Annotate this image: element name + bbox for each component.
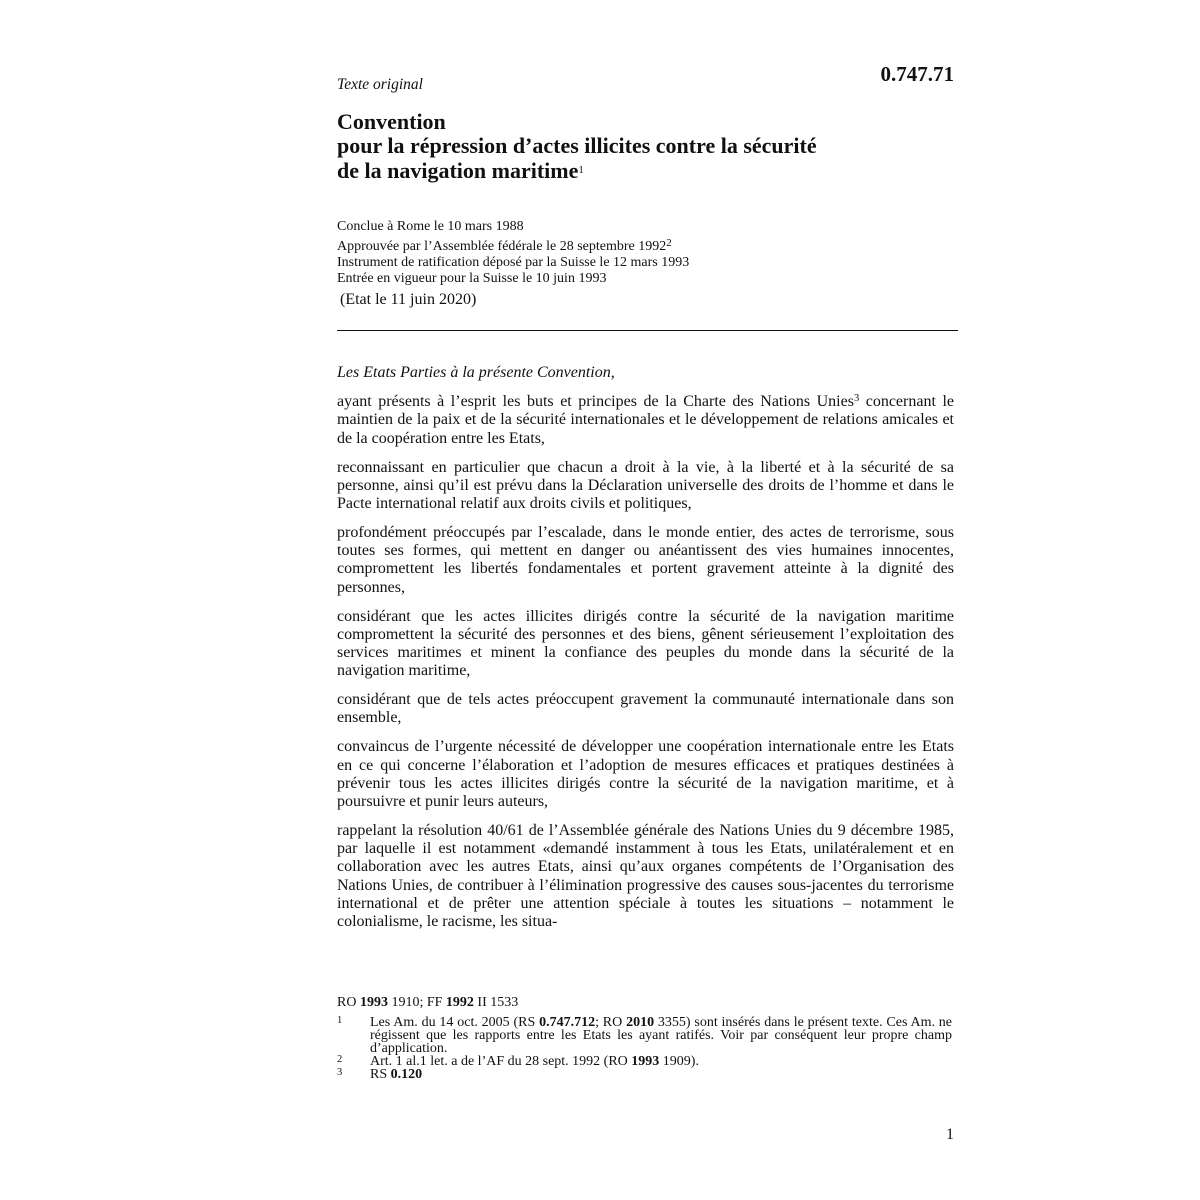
title-line-2: pour la répression d’actes illicites contre la sécurité bbox=[337, 133, 817, 158]
footnote-1-text-b: ; RO bbox=[595, 1015, 627, 1030]
preamble-paragraph-2: reconnaissant en particulier que chacun a droit à la vie, à la liberté et à la sécurité de sa personne, ainsi qu’il est prévu dans la Déclaration universelle des droits de l’homme et dans le Pacte international relatif aux droits civils et politiques, bbox=[337, 458, 954, 513]
document-title bbox=[337, 110, 957, 183]
original-text-label: Texte original bbox=[337, 76, 423, 93]
ratification-date: Instrument de ratification déposé par la Suisse le 12 mars 1993 bbox=[337, 255, 690, 270]
approved-footnote-ref[interactable]: 2 bbox=[666, 237, 672, 249]
preamble-paragraph-6: convaincus de l’urgente nécessité de développer une coopération internationale entre les Etats en ce qui concerne l’élaboration et l’adoption de mesures efficaces et pratiques destinées à prévenir tous les actes illicites dirigés contre la sécurité de la navigation maritime, et à poursuivre et punir leurs auteurs, bbox=[337, 738, 954, 811]
preamble bbox=[337, 364, 954, 942]
footnote-1-text-c: 3355) sont insérés dans le présent texte. Ces Am. ne régissent que les rapports entre les Etats les ayant ratifés. Voir par conséquent leur propre champ d’application. bbox=[370, 1015, 952, 1056]
footnote-1 bbox=[337, 1016, 952, 1055]
preamble-paragraph-5: considérant que de tels actes préoccupent gravement la communauté internationale dans son ensemble, bbox=[337, 691, 954, 727]
footnote-2 bbox=[337, 1055, 952, 1068]
footnote-1-text-a: Les Am. du 14 oct. 2005 (RS bbox=[370, 1015, 540, 1030]
footnote-3-text: RS bbox=[370, 1067, 391, 1082]
preamble-paragraph-7: rappelant la résolution 40/61 de l’Assemblée générale des Nations Unies du 9 décembre 1985, par laquelle il est notamment «demandé instamment à tous les Etats, unilatéralement et en collaboration avec les autres Etats, ainsi qu’aux organes compétents de l’Organisation des Nations Unies, de contribuer à l’élimination progressive des causes sous-jacentes du terrorisme international et de prêter une attention spéciale à toutes les situations – notamment le colonialisme, le racisme, les situa- bbox=[337, 822, 954, 931]
footnote-1-number: 1 bbox=[337, 1015, 343, 1026]
footnote-1-ro-year: 2010 bbox=[626, 1015, 655, 1030]
un-charter-footnote-ref[interactable]: 3 bbox=[853, 393, 860, 405]
footnote-3-number: 3 bbox=[337, 1067, 343, 1078]
footnote-2-ro-year: 1993 bbox=[631, 1054, 660, 1069]
approved-date-text: Approuvée par l’Assemblée fédérale le 28 septembre 1992 bbox=[337, 239, 667, 254]
document-metadata bbox=[337, 219, 689, 287]
footnote-3 bbox=[337, 1068, 952, 1081]
ff-year: 1992 bbox=[445, 995, 474, 1010]
concluded-date: Conclue à Rome le 10 mars 1988 bbox=[337, 219, 524, 234]
page-number: 1 bbox=[946, 1126, 954, 1143]
entry-into-force-date: Entrée en vigueur pour la Suisse le 10 juin 1993 bbox=[337, 271, 607, 286]
preamble-paragraph-3: profondément préoccupés par l’escalade, dans le monde entier, des actes de terrorisme, sous toutes ses formes, qui mettent en danger ou anéantissent des vies humaines innocentes, compromettent les libertés fondamentales et portent gravement atteinte à la dignité des personnes, bbox=[337, 524, 954, 596]
footnote-2-number: 2 bbox=[337, 1054, 343, 1065]
preamble-intro: Les Etats Parties à la présente Convention, bbox=[337, 364, 615, 381]
ff-rest: II 1533 bbox=[473, 995, 519, 1010]
ro-label: RO bbox=[337, 995, 360, 1010]
sr-number: 0.747.71 bbox=[880, 62, 954, 86]
header-divider bbox=[337, 330, 958, 331]
footnote-1-rs-number: 0.747.712 bbox=[539, 1015, 596, 1030]
title-line-1: Convention bbox=[337, 109, 446, 134]
footnote-3-rs-number: 0.120 bbox=[390, 1067, 423, 1082]
approved-date bbox=[337, 235, 689, 255]
preamble-paragraph-1-text-a: ayant présents à l’esprit les buts et principes de la Charte des Nations Unies bbox=[337, 393, 854, 411]
title-line-3 bbox=[337, 158, 957, 183]
title-footnote-ref[interactable]: 1 bbox=[578, 164, 584, 176]
ro-year: 1993 bbox=[359, 995, 388, 1010]
preamble-paragraph-4: considérant que les actes illicites dirigés contre la sécurité de la navigation maritime compromettent la sécurité des personnes et des biens, gênent sérieusement l’exploitation des services maritimes et minent la confiance des peuples du monde dans la sécurité de la navigation maritime, bbox=[337, 607, 954, 680]
state-date: (Etat le 11 juin 2020) bbox=[340, 291, 477, 308]
source-reference bbox=[337, 996, 952, 1010]
preamble-paragraph-1 bbox=[337, 390, 954, 448]
ro-page: 1910; FF bbox=[387, 995, 446, 1010]
footnotes bbox=[337, 996, 952, 1081]
footnote-2-text-a: Art. 1 al.1 let. a de l’AF du 28 sept. 1992 (RO bbox=[370, 1054, 632, 1069]
footnote-2-text-b: 1909). bbox=[659, 1054, 699, 1069]
title-line-3-text: de la navigation maritime bbox=[337, 158, 579, 183]
preamble-paragraph-1-text-b: concernant le maintien de la paix et de la sécurité internationales et le développement de relations amicales et de la coopération entre les Etats, bbox=[337, 393, 954, 447]
